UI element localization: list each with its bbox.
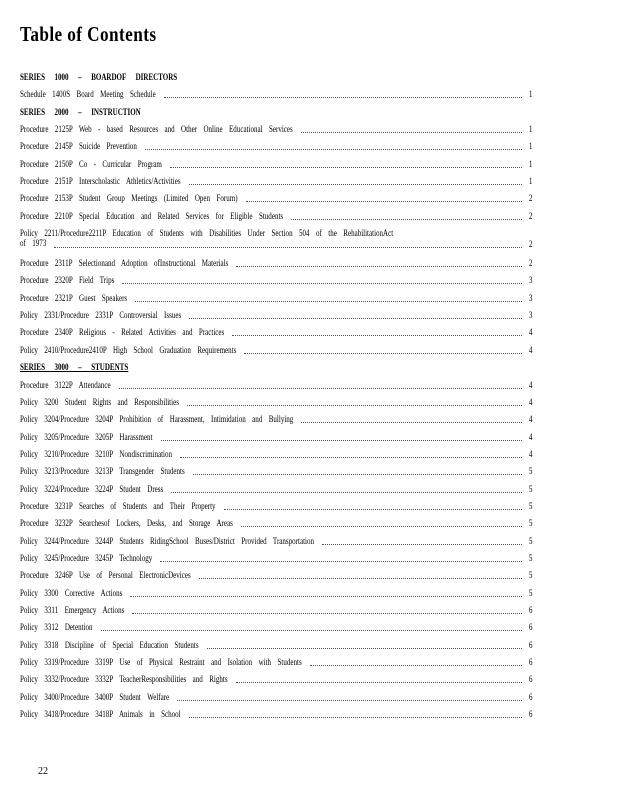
toc-leader-dots (187, 404, 522, 406)
toc-entry-title: Policy 3210/Procedure 3210P Nondiscrimination (20, 448, 173, 459)
toc-page-number: 3 (528, 310, 532, 321)
toc-leader-dots (132, 612, 522, 614)
toc-leader-dots (236, 265, 522, 267)
toc-entry (20, 89, 532, 106)
toc-entry-title-continued: of 1973 (20, 238, 47, 249)
toc-leader-dots (207, 647, 522, 649)
toc-entry-title: Schedule 1400S Board Meeting Schedule (20, 89, 156, 100)
toc-entry (20, 588, 532, 605)
toc-leader-dots (180, 456, 522, 458)
toc-page-number: 4 (528, 344, 532, 355)
toc-entry (20, 141, 532, 158)
toc-entry-title: Procedure 3231P Searches of Students and Their Property (20, 500, 216, 511)
toc-page-number: 6 (528, 604, 532, 615)
toc-entry-title: Policy 3319/Procedure 3319P Use of Physical Restraint and Isolation with Students (20, 657, 302, 667)
toc-entry-title: Policy 2331/Procedure 2331P Controversial Issues (20, 310, 182, 321)
toc-entry-title: Procedure 3232P Searchesof Lockers, Desks, and Storage Areas (20, 518, 233, 529)
toc-entry (20, 501, 532, 518)
toc-page-number: 6 (528, 639, 532, 650)
toc-entry (20, 640, 532, 657)
toc-entry-title: Procedure 2153P Student Group Meetings (Limited Open Forum) (20, 193, 238, 204)
toc-entry-title: Procedure 2125P Web - based Resources and Other Online Educational Services (20, 124, 293, 135)
toc-entry-title: Policy 3205/Procedure 3205P Harassment (20, 431, 153, 442)
toc-entry (20, 176, 532, 193)
toc-entry-title: Policy 3213/Procedure 3213P Transgender Students (20, 466, 185, 477)
toc-section-header (20, 362, 532, 379)
toc-leader-dots (199, 577, 522, 579)
toc-entry-title: Policy 3244/Procedure 3244P Students RidingSchool Buses/District Provided Transportation (20, 535, 314, 546)
toc-entry (20, 657, 532, 674)
toc-entry-title: SERIES 1000 – BOARDOF DIRECTORS (20, 72, 178, 82)
toc-entry-title: Procedure 3246P Use of Personal ElectronicDevices (20, 570, 191, 581)
toc-leader-dots (161, 439, 522, 441)
toc-leader-dots (170, 166, 522, 168)
toc-entry (20, 622, 532, 639)
toc-leader-dots (171, 491, 522, 493)
toc-section-header (20, 107, 532, 124)
toc-page-number: 6 (528, 691, 532, 702)
toc-leader-dots (160, 560, 522, 562)
toc-entry-title: Procedure 2151P Interscholastic Athletics/Activities (20, 176, 181, 187)
toc-list (20, 72, 532, 726)
toc-leader-dots (189, 317, 522, 319)
toc-leader-dots (241, 525, 522, 527)
toc-leader-dots (145, 148, 522, 150)
toc-page-number: 3 (528, 292, 532, 303)
toc-entry (20, 293, 532, 310)
toc-entry (20, 466, 532, 483)
toc-entry (20, 553, 532, 570)
toc-entry-title: Policy 3332/Procedure 3332P TeacherResponsibilities and Rights (20, 674, 228, 685)
toc-page-number: 4 (528, 431, 532, 442)
toc-entry-title: Policy 3312 Detention (20, 622, 93, 633)
toc-entry-title: Policy 3204/Procedure 3204P Prohibition of Harassment, Intimidation and Bullying (20, 414, 294, 425)
toc-leader-dots (246, 200, 522, 202)
toc-page-number: 2 (528, 239, 532, 250)
toc-page-number: 3 (528, 275, 532, 286)
toc-entry-title: Policy 2410/Procedure2410P High School Graduation Requirements (20, 344, 237, 355)
toc-entry-title: Policy 3418/Procedure 3418P Animals in School (20, 709, 181, 720)
toc-entry-title: Policy 3224/Procedure 3224P Student Dress (20, 483, 164, 494)
toc-entry-title: Procedure 2311P Selectionand Adoption ofInstructional Materials (20, 258, 229, 269)
toc-entry (20, 605, 532, 622)
toc-leader-dots (189, 183, 522, 185)
toc-entry (20, 709, 532, 726)
toc-page-number: 2 (528, 193, 532, 204)
page-title: Table of Contents (20, 22, 157, 46)
toc-page-number: 2 (528, 258, 532, 269)
toc-page-number: 2 (528, 210, 532, 221)
toc-page-number: 1 (528, 158, 532, 169)
page-number: 22 (38, 766, 48, 777)
toc-entry (20, 228, 532, 258)
toc-section-header (20, 72, 532, 89)
toc-leader-dots (224, 508, 522, 510)
toc-entry-title: Policy 3400/Procedure 3400P Student Welfare (20, 691, 170, 702)
toc-entry (20, 211, 532, 228)
toc-page-number: 5 (528, 466, 532, 477)
toc-leader-dots (130, 595, 522, 597)
toc-page-number: 5 (528, 500, 532, 511)
toc-entry (20, 380, 532, 397)
toc-entry (20, 345, 532, 362)
toc-entry-title: Policy 3300 Corrective Actions (20, 587, 123, 598)
toc-leader-dots (244, 352, 522, 354)
toc-leader-dots (310, 664, 522, 666)
toc-entry-title: Procedure 2321P Guest Speakers (20, 292, 128, 303)
toc-page-number: 5 (528, 570, 532, 581)
toc-leader-dots (164, 96, 522, 98)
toc-entry (20, 397, 532, 414)
toc-page-number: 5 (528, 483, 532, 494)
toc-leader-dots (54, 246, 522, 248)
toc-entry-title: Procedure 2320P Field Trips (20, 275, 115, 286)
toc-entry (20, 674, 532, 691)
toc-leader-dots (301, 131, 522, 133)
toc-entry-title: Policy 3311 Emergency Actions (20, 604, 125, 615)
toc-page-number: 1 (528, 141, 532, 152)
toc-entry (20, 484, 532, 501)
toc-leader-dots (232, 334, 522, 336)
toc-leader-dots (291, 218, 522, 220)
toc-leader-dots (135, 300, 522, 302)
toc-entry (20, 327, 532, 344)
toc-entry (20, 124, 532, 141)
toc-page-number: 5 (528, 552, 532, 563)
toc-page-number: 4 (528, 448, 532, 459)
toc-page-number: 4 (528, 396, 532, 407)
toc-entry-title: Procedure 2340P Religious - Related Activities and Practices (20, 327, 225, 338)
toc-page-number: 4 (528, 414, 532, 425)
toc-entry (20, 536, 532, 553)
toc-entry-title: Procedure 2210P Special Education and Related Services for Eligible Students (20, 210, 284, 221)
toc-entry-title: Procedure 2145P Suicide Prevention (20, 141, 137, 152)
toc-entry-title: Policy 3200 Student Rights and Responsibilities (20, 396, 179, 407)
toc-page-number: 6 (528, 709, 532, 720)
toc-leader-dots (189, 716, 522, 718)
toc-entry-title: SERIES 3000 – STUDENTS (20, 362, 129, 373)
toc-entry (20, 414, 532, 431)
toc-page-number: 6 (528, 622, 532, 633)
toc-entry (20, 432, 532, 449)
toc-leader-dots (193, 473, 522, 475)
toc-page-number: 5 (528, 587, 532, 598)
toc-leader-dots (177, 699, 522, 701)
toc-entry (20, 449, 532, 466)
toc-page-number: 4 (528, 379, 532, 390)
toc-page-number: 1 (528, 124, 532, 135)
toc-entry (20, 692, 532, 709)
toc-entry (20, 310, 532, 327)
toc-entry (20, 193, 532, 210)
toc-entry (20, 518, 532, 535)
toc-entry-title: SERIES 2000 – INSTRUCTION (20, 106, 141, 117)
toc-page-number: 1 (528, 176, 532, 187)
toc-page-number: 1 (528, 89, 532, 100)
toc-leader-dots (301, 421, 522, 423)
toc-page-number: 6 (528, 657, 532, 667)
toc-leader-dots (322, 543, 522, 545)
toc-entry-title: Procedure 2150P Co - Curricular Program (20, 158, 162, 169)
toc-page-number: 6 (528, 674, 532, 685)
toc-leader-dots (236, 681, 522, 683)
toc-leader-dots (119, 387, 522, 389)
toc-leader-dots (101, 629, 522, 631)
toc-leader-dots (122, 282, 522, 284)
toc-entry-title: Policy 3245/Procedure 3245P Technology (20, 552, 153, 563)
toc-page-number: 5 (528, 535, 532, 546)
toc-entry-title: Policy 3318 Discipline of Special Education Students (20, 639, 199, 650)
toc-entry-title: Procedure 3122P Attendance (20, 379, 111, 390)
toc-entry (20, 258, 532, 275)
toc-entry-title: Policy 2211/Procedure2211P Education of Students with Disabilities Under Section 504 of the RehabilitationAct (20, 228, 394, 239)
toc-page-number: 5 (528, 518, 532, 529)
toc-entry (20, 275, 532, 292)
toc-entry (20, 570, 532, 587)
toc-entry (20, 159, 532, 176)
toc-page-number: 4 (528, 327, 532, 338)
